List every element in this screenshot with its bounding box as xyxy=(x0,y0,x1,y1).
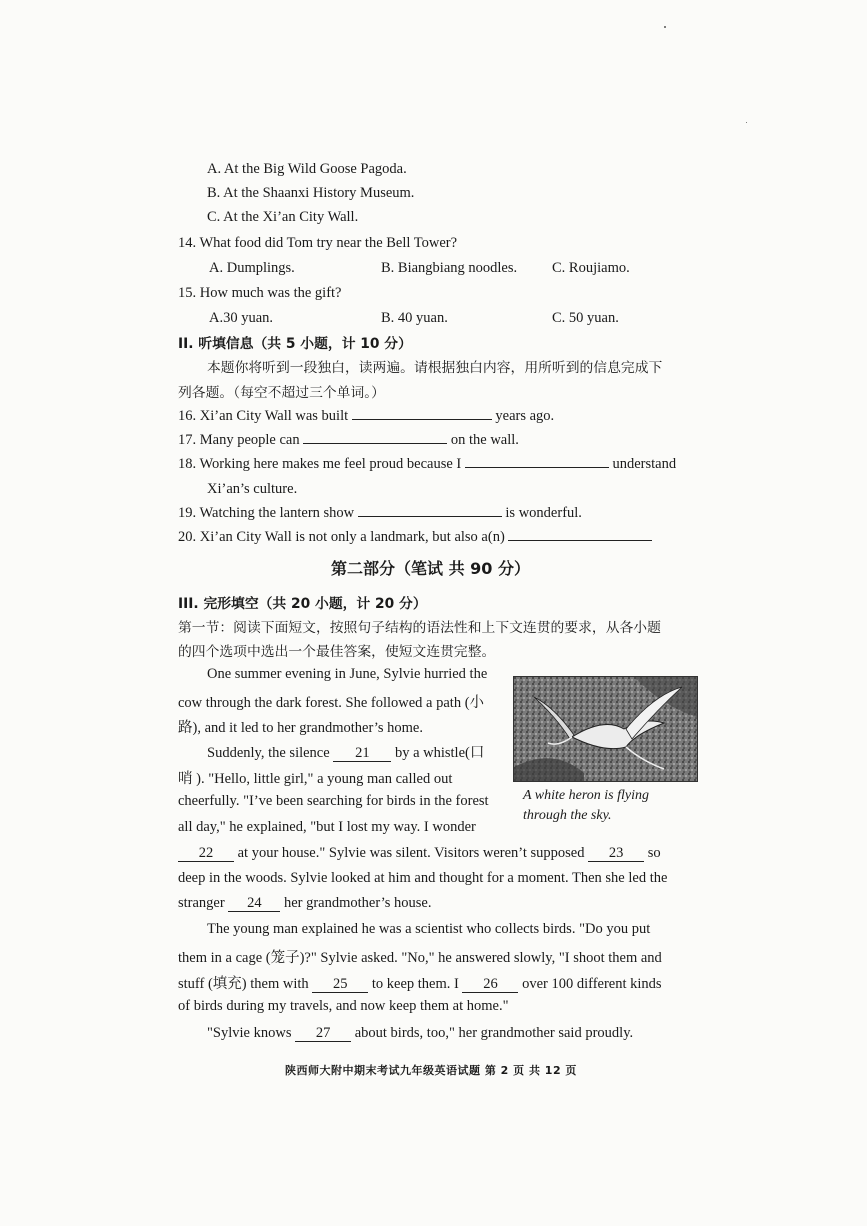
passage-text: stranger xyxy=(178,895,225,911)
q14-text: 14. What food did Tom try near the Bell Tower? xyxy=(178,235,458,251)
section-2-instruction-1: 本题你将听到一段独白，读两遍。请根据独白内容，用所听到的信息完成下 xyxy=(207,360,663,376)
question-17 xyxy=(178,432,519,449)
passage-line xyxy=(178,895,431,912)
passage-line xyxy=(178,972,662,993)
q13-option-a: A. At the Big Wild Goose Pagoda. xyxy=(207,161,407,177)
question-18 xyxy=(178,456,676,473)
q14-option-b: B. Biangbiang noodles. xyxy=(381,260,518,276)
figure-caption-line-1: A white heron is flying xyxy=(523,788,649,803)
passage-text: over 100 different kinds xyxy=(522,976,662,992)
q17-text: 17. Many people can xyxy=(178,432,300,448)
q14-option-a: A. Dumplings. xyxy=(209,260,295,276)
passage-line xyxy=(178,845,661,862)
q15-option-b: B. 40 yuan. xyxy=(381,310,448,326)
q18-blank[interactable] xyxy=(465,467,609,468)
page-footer: 陕西师大附中期末考试九年级英语试题 第 2 页 共 12 页 xyxy=(285,1064,577,1077)
heron-illustration xyxy=(514,677,697,781)
question-20 xyxy=(178,529,652,546)
passage-line: 路), and it led to her grandmother’s home. xyxy=(178,720,423,736)
passage-line: One summer evening in June, Sylvie hurried the xyxy=(207,666,488,682)
passage-line: The young man explained he was a scientist who collects birds. "Do you put xyxy=(207,921,651,937)
passage-text: to keep them. I xyxy=(371,976,459,992)
cloze-blank-25[interactable]: 25 xyxy=(312,976,368,993)
cloze-blank-23[interactable]: 23 xyxy=(588,845,644,862)
q19-blank[interactable] xyxy=(358,516,502,517)
passage-line xyxy=(207,741,484,762)
passage-text: about birds, too," her grandmother said proudly. xyxy=(354,1025,634,1041)
q20-text: 20. Xi’an City Wall is not only a landmark, but also a(n) xyxy=(178,529,505,545)
passage-text: so xyxy=(647,845,661,861)
q18-text-end: understand xyxy=(612,456,677,472)
q18-text: 18. Working here makes me feel proud because I xyxy=(178,456,462,472)
q14-option-c: C. Roujiamo. xyxy=(552,260,630,276)
scan-speck xyxy=(664,26,666,28)
passage-line: cheerfully. "I’ve been searching for birds in the forest xyxy=(178,793,489,809)
q19-text-end: is wonderful. xyxy=(505,505,582,521)
cloze-blank-24[interactable]: 24 xyxy=(228,895,280,912)
heron-image xyxy=(513,676,698,782)
q20-blank[interactable] xyxy=(508,540,652,541)
passage-line: them in a cage (笼子)?" Sylvie asked. "No," he answered slowly, "I shoot them and xyxy=(178,950,662,966)
passage-line: cow through the dark forest. She followed a path (小 xyxy=(178,695,485,711)
q15-option-a: A.30 yuan. xyxy=(209,310,274,326)
passage-line: all day," he explained, "but I lost my way. I wonder xyxy=(178,819,476,835)
figure-caption xyxy=(523,786,698,826)
figure-caption-line-2: through the sky. xyxy=(523,808,612,823)
q16-blank[interactable] xyxy=(352,419,492,420)
passage-text: "Sylvie knows xyxy=(207,1025,292,1041)
q19-text: 19. Watching the lantern show xyxy=(178,505,355,521)
passage-line xyxy=(207,1025,633,1042)
q16-text-end: years ago. xyxy=(495,408,555,424)
section-3-instruction-1: 第一节：阅读下面短文，按照句子结构的语法性和上下文连贯的要求，从各小题 xyxy=(178,620,661,636)
scan-speck xyxy=(746,122,747,123)
cloze-blank-22[interactable]: 22 xyxy=(178,845,234,862)
section-2-instruction-2: 列各题。（每空不超过三个单词。） xyxy=(178,385,385,401)
passage-text: stuff (填充) them with xyxy=(178,976,309,992)
q17-text-end: on the wall. xyxy=(450,432,519,448)
passage-line: deep in the woods. Sylvie looked at him and thought for a moment. Then she led the xyxy=(178,870,668,886)
section-2-title: II. 听填信息（共 5 小题，计 10 分） xyxy=(178,336,412,352)
part-2-title: 第二部分（笔试 共 90 分） xyxy=(331,559,530,578)
section-3-instruction-2: 的四个选项中选出一个最佳答案，使短文连贯完整。 xyxy=(178,644,496,660)
passage-text: by a whistle(口 xyxy=(394,745,485,761)
q18-continuation: Xi’an’s culture. xyxy=(207,481,298,497)
q15-text: 15. How much was the gift? xyxy=(178,285,342,301)
passage-line: of birds during my travels, and now keep them at home." xyxy=(178,998,509,1014)
passage-text: her grandmother’s house. xyxy=(283,895,432,911)
cloze-blank-21[interactable]: 21 xyxy=(333,745,391,762)
cloze-blank-27[interactable]: 27 xyxy=(295,1025,351,1042)
q16-text: 16. Xi’an City Wall was built xyxy=(178,408,349,424)
passage-text: Suddenly, the silence xyxy=(207,745,330,761)
q13-option-b: B. At the Shaanxi History Museum. xyxy=(207,185,415,201)
question-19 xyxy=(178,505,582,522)
question-16 xyxy=(178,408,554,425)
q17-blank[interactable] xyxy=(303,443,447,444)
passage-text: at your house." Sylvie was silent. Visitors weren’t supposed xyxy=(237,845,585,861)
passage-line: 哨 ). "Hello, little girl," a young man called out xyxy=(178,771,453,787)
q13-option-c: C. At the Xi’an City Wall. xyxy=(207,209,359,225)
cloze-blank-26[interactable]: 26 xyxy=(462,976,518,993)
q15-option-c: C. 50 yuan. xyxy=(552,310,619,326)
section-3-title: III. 完形填空（共 20 小题，计 20 分） xyxy=(178,596,427,612)
